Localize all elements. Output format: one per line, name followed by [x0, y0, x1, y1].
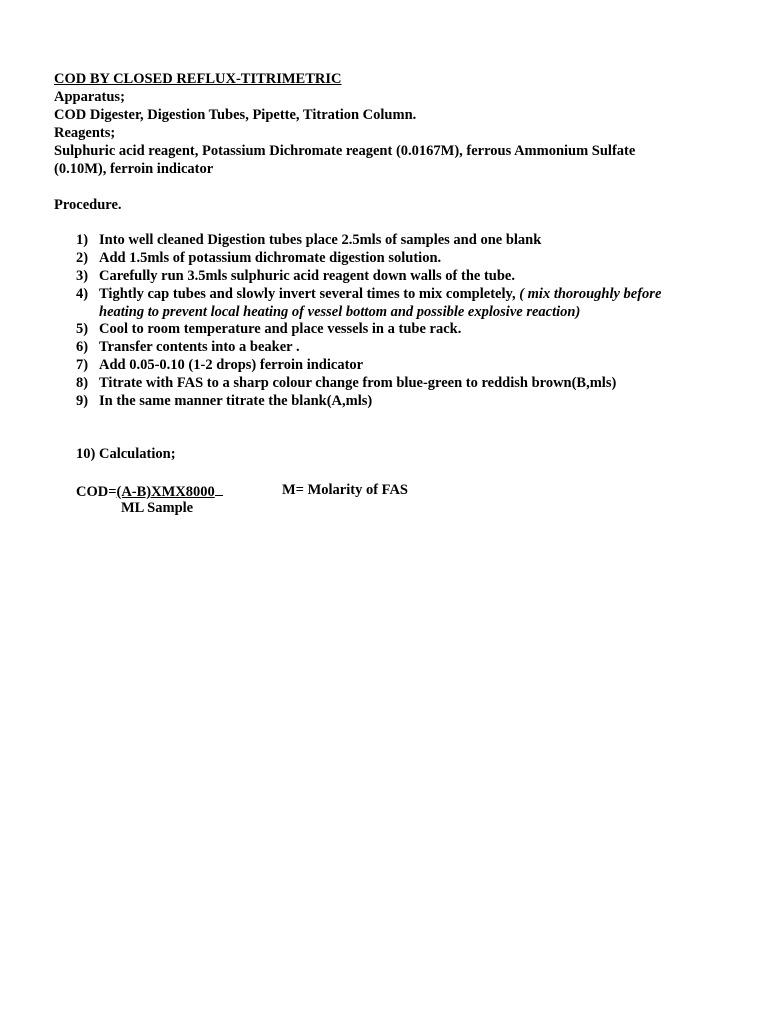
- step-number: 4): [76, 286, 89, 302]
- procedure-step-7: [76, 356, 363, 374]
- document-title: COD BY CLOSED REFLUX-TITRIMETRIC: [54, 71, 342, 87]
- procedure-step-2: [76, 249, 441, 267]
- step-italic-note: ( mix thoroughly before: [519, 286, 662, 302]
- step-text: In the same manner titrate the blank(A,mls): [99, 393, 373, 409]
- step-number: 2): [76, 250, 89, 266]
- calculation-heading-text: Calculation;: [99, 446, 176, 462]
- step-text: Add 1.5mls of potassium dichromate digestion solution.: [99, 250, 442, 266]
- molarity-note: M= Molarity of FAS: [282, 482, 408, 498]
- step-text: Cool to room temperature and place vessels in a tube rack.: [99, 321, 462, 337]
- step-number: 3): [76, 268, 89, 284]
- calculation-heading: [76, 445, 176, 463]
- reagents-list-line-2: (0.10M), ferroin indicator: [54, 161, 214, 177]
- procedure-step-3: [76, 267, 515, 285]
- procedure-step-9: [76, 392, 372, 410]
- step-number: 7): [76, 357, 89, 373]
- fraction-bar-extension: [215, 481, 223, 496]
- step-text: Titrate with FAS to a sharp colour change from blue-green to reddish brown(B,mls): [99, 375, 617, 391]
- procedure-heading: Procedure.: [54, 197, 122, 213]
- formula-denominator: ML Sample: [121, 500, 194, 516]
- step-text: Into well cleaned Digestion tubes place 2.5mls of samples and one blank: [99, 232, 542, 248]
- step-number: 10): [76, 446, 96, 462]
- procedure-step-6: [76, 338, 300, 356]
- procedure-step-4: [76, 285, 661, 303]
- procedure-step-8: [76, 374, 616, 392]
- formula-numerator: (A-B)XMX8000: [116, 484, 215, 500]
- procedure-step-5: [76, 320, 461, 338]
- step-number: 8): [76, 375, 89, 391]
- procedure-step-4-continuation: heating to prevent local heating of vessel bottom and possible explosive reaction): [99, 304, 581, 320]
- step-number: 6): [76, 339, 89, 355]
- reagents-heading: Reagents;: [54, 125, 116, 141]
- formula-prefix: COD=: [76, 484, 117, 500]
- step-text: Add 0.05-0.10 (1-2 drops) ferroin indicator: [99, 357, 364, 373]
- step-text: Transfer contents into a beaker .: [99, 339, 300, 355]
- reagents-list-line-1: Sulphuric acid reagent, Potassium Dichromate reagent (0.0167M), ferrous Ammonium Sulfate: [54, 143, 636, 159]
- apparatus-heading: Apparatus;: [54, 89, 125, 105]
- step-text: Carefully run 3.5mls sulphuric acid reagent down walls of the tube.: [99, 268, 515, 284]
- procedure-step-1: [76, 231, 541, 249]
- step-number: 9): [76, 393, 89, 409]
- step-number: 5): [76, 321, 89, 337]
- step-number: 1): [76, 232, 89, 248]
- apparatus-list: COD Digester, Digestion Tubes, Pipette, Titration Column.: [54, 107, 417, 123]
- step-text: Tightly cap tubes and slowly invert several times to mix completely,: [99, 286, 520, 302]
- cod-formula: [76, 481, 223, 501]
